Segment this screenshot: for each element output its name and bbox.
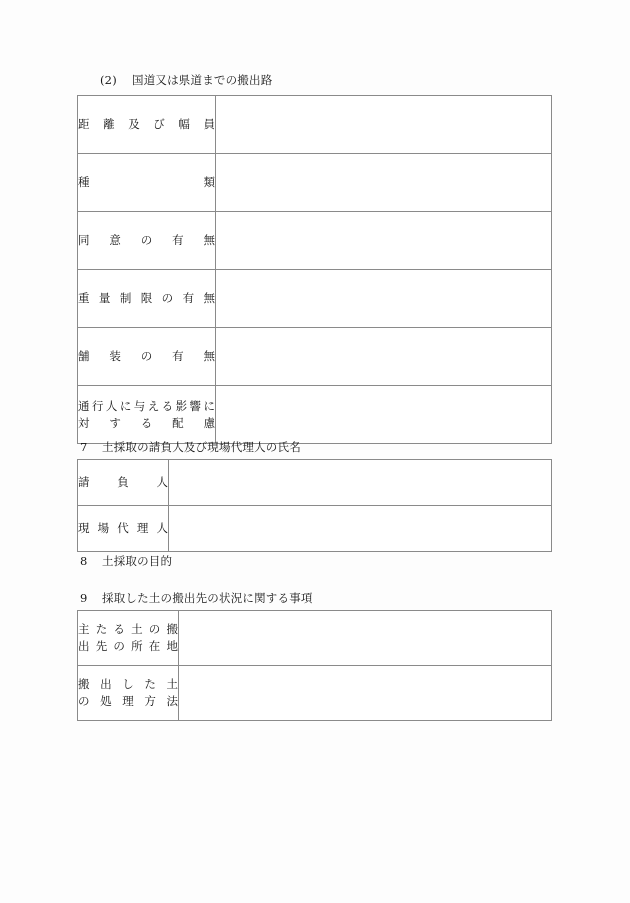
row-value-type[interactable] bbox=[216, 154, 552, 212]
row-value-disposal-method[interactable] bbox=[179, 666, 552, 721]
contractor-table bbox=[77, 459, 552, 552]
section-number-7: 7 bbox=[80, 440, 88, 454]
row-label-consent: 同意の有無 bbox=[78, 212, 216, 270]
row-label-weight-limit: 重量制限の有無 bbox=[78, 270, 216, 328]
table-row bbox=[78, 212, 552, 270]
row-label-distance-width: 距離及び幅員 bbox=[78, 96, 216, 154]
table-row bbox=[78, 328, 552, 386]
table-row bbox=[78, 666, 552, 721]
row-value-consent[interactable] bbox=[216, 212, 552, 270]
section-title-7: 土採取の請負人及び現場代理人の氏名 bbox=[102, 440, 301, 454]
section-title-9: 採取した土の搬出先の状況に関する事項 bbox=[102, 591, 313, 605]
row-label-contractor: 請負人 bbox=[78, 460, 169, 506]
table-row bbox=[78, 460, 552, 506]
haul-road-table bbox=[77, 95, 552, 444]
row-value-weight-limit[interactable] bbox=[216, 270, 552, 328]
subsection-title: 国道又は県道までの搬出路 bbox=[132, 73, 273, 87]
row-label-type: 種類 bbox=[78, 154, 216, 212]
section-title-8: 土採取の目的 bbox=[102, 554, 173, 568]
table-row bbox=[78, 506, 552, 552]
row-value-pedestrian-consideration[interactable] bbox=[216, 386, 552, 444]
section-number-9: 9 bbox=[80, 591, 88, 605]
row-label-pedestrian-consideration: 通行人に与える影響に 対する配慮 bbox=[78, 386, 216, 444]
section-heading-9 bbox=[80, 592, 313, 606]
row-label-site-agent: 現場代理人 bbox=[78, 506, 169, 552]
row-value-pavement[interactable] bbox=[216, 328, 552, 386]
table-row bbox=[78, 96, 552, 154]
row-value-site-agent[interactable] bbox=[169, 506, 552, 552]
table-row bbox=[78, 611, 552, 666]
row-value-destination-address[interactable] bbox=[179, 611, 552, 666]
section-number-8: 8 bbox=[80, 554, 88, 568]
subsection-heading-haul-road bbox=[100, 74, 272, 88]
subsection-number: (2) bbox=[100, 73, 117, 87]
section-heading-8 bbox=[80, 555, 172, 569]
section-heading-7 bbox=[80, 441, 301, 455]
row-value-distance-width[interactable] bbox=[216, 96, 552, 154]
row-label-disposal-method: 搬出した土 の処理方法 bbox=[78, 666, 179, 721]
table-row bbox=[78, 154, 552, 212]
table-row bbox=[78, 270, 552, 328]
row-label-pavement: 舗装の有無 bbox=[78, 328, 216, 386]
row-label-destination-address: 主たる土の搬 出先の所在地 bbox=[78, 611, 179, 666]
table-row bbox=[78, 386, 552, 444]
section-8-answer-area[interactable] bbox=[77, 572, 551, 592]
row-value-contractor[interactable] bbox=[169, 460, 552, 506]
destination-table bbox=[77, 610, 552, 721]
